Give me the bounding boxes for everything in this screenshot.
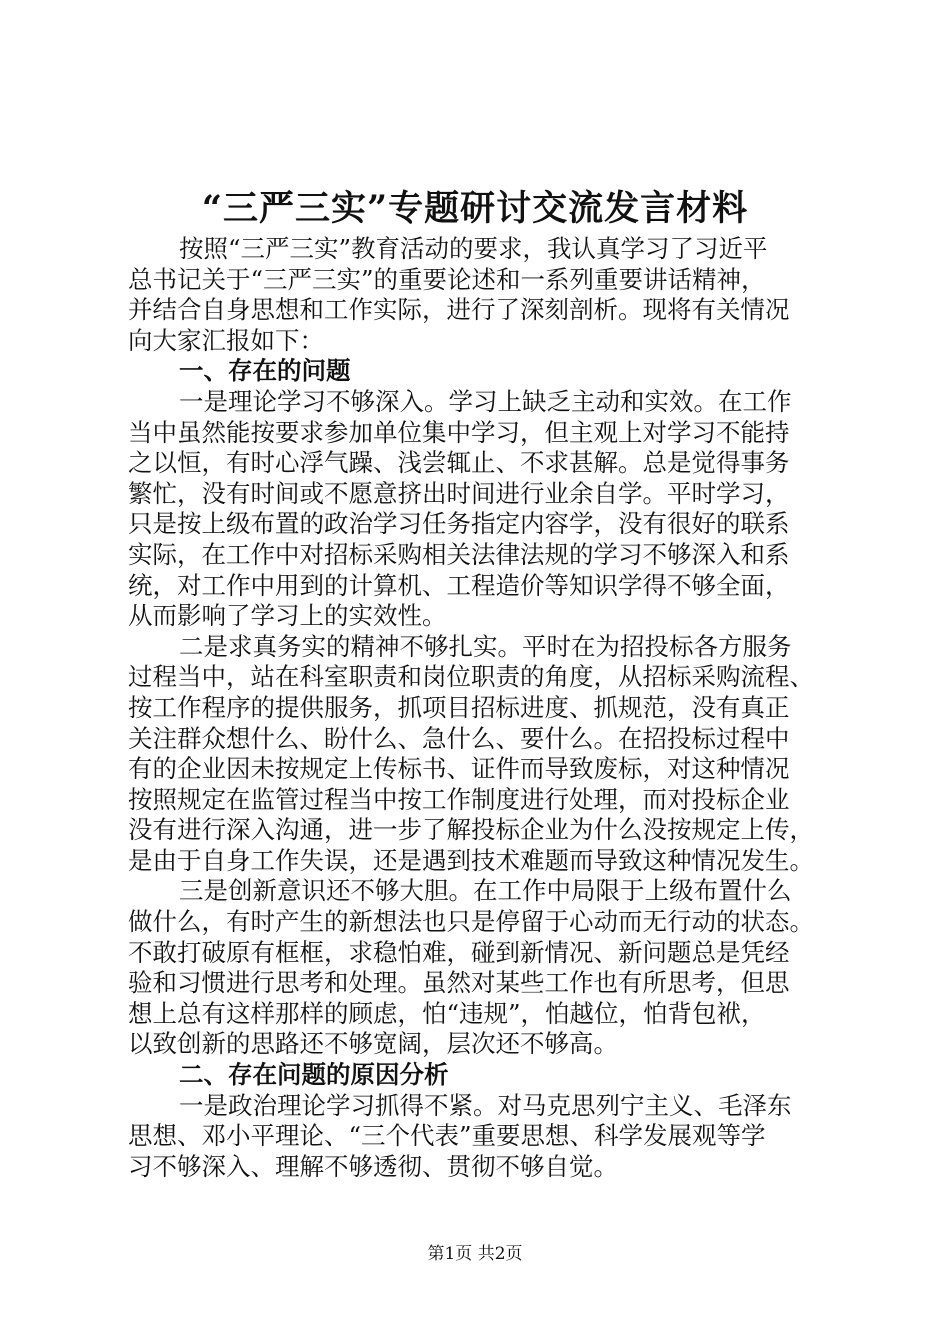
text-line: 一是政治理论学习抓得不紧。对马克思列宁主义、毛泽东 bbox=[179, 1090, 792, 1120]
section-heading: 一、存在的问题 bbox=[179, 356, 351, 386]
text-line: 过程当中，站在科室职责和岗位职责的角度，从招标采购流程、 bbox=[128, 662, 814, 692]
text-line: 一是理论学习不够深入。学习上缺乏主动和实效。在工作 bbox=[179, 386, 792, 416]
text-line: 只是按上级布置的政治学习任务指定内容学，没有很好的联系 bbox=[128, 509, 790, 539]
text-line: 按工作程序的提供服务，抓项目招标进度、抓规范，没有真正 bbox=[128, 692, 790, 722]
text-line: 习不够深入、理解不够透彻、贯彻不够自觉。 bbox=[128, 1151, 618, 1181]
text-line: 总书记关于“三严三实”的重要论述和一系列重要讲话精神， bbox=[128, 264, 766, 294]
text-line: 向大家汇报如下： bbox=[128, 325, 324, 355]
section-heading: 二、存在问题的原因分析 bbox=[179, 1060, 449, 1090]
document-title: “三严三实”专题研讨交流发言材料 bbox=[201, 188, 749, 229]
text-line: 实际，在工作中对招标采购相关法律法规的学习不够深入和系 bbox=[128, 539, 790, 569]
text-line: 有的企业因未按规定上传标书、证件而导致废标，对这种情况 bbox=[128, 754, 790, 784]
text-line: 从而影响了学习上的实效性。 bbox=[128, 601, 447, 631]
text-line: 按照规定在监管过程当中按工作制度进行处理，而对投标企业 bbox=[128, 784, 790, 814]
text-line: 当中虽然能按要求参加单位集中学习，但主观上对学习不能持 bbox=[128, 417, 790, 447]
document-body bbox=[128, 234, 828, 1182]
text-line: 统，对工作中用到的计算机、工程造价等知识学得不够全面， bbox=[128, 570, 790, 600]
text-line: 没有进行深入沟通，进一步了解投标企业为什么没按规定上传， bbox=[128, 815, 814, 845]
text-line: 按照“三严三实”教育活动的要求，我认真学习了习近平 bbox=[179, 234, 768, 263]
text-line: 做什么，有时产生的新想法也只是停留于心动而无行动的状态。 bbox=[128, 907, 814, 937]
text-line: 之以恒，有时心浮气躁、浅尝辄止、不求甚解。总是觉得事务 bbox=[128, 448, 790, 478]
page-footer: 第1页 共2页 bbox=[427, 1244, 523, 1264]
text-line: 验和习惯进行思考和处理。虽然对某些工作也有所思考，但思 bbox=[128, 968, 790, 998]
text-line: 关注群众想什么、盼什么、急什么、要什么。在招投标过程中 bbox=[128, 723, 790, 753]
text-line: 想上总有这样那样的顾虑，怕“违规”，怕越位，怕背包袱， bbox=[128, 998, 766, 1028]
text-line: 繁忙，没有时间或不愿意挤出时间进行业余自学。平时学习， bbox=[128, 478, 790, 508]
text-line: 不敢打破原有框框，求稳怕难，碰到新情况、新问题总是凭经 bbox=[128, 937, 790, 967]
text-line: 三是创新意识还不够大胆。在工作中局限于上级布置什么 bbox=[179, 876, 792, 906]
text-line: 二是求真务实的精神不够扎实。平时在为招投标各方服务 bbox=[179, 631, 792, 661]
text-line: 是由于自身工作失误，还是遇到技术难题而导致这种情况发生。 bbox=[128, 845, 814, 875]
text-line: 思想、邓小平理论、“三个代表”重要思想、科学发展观等学 bbox=[128, 1121, 766, 1151]
text-line: 以致创新的思路还不够宽阔，层次还不够高。 bbox=[128, 1029, 618, 1059]
text-line: 并结合自身思想和工作实际，进行了深刻剖析。现将有关情况 bbox=[128, 295, 790, 325]
